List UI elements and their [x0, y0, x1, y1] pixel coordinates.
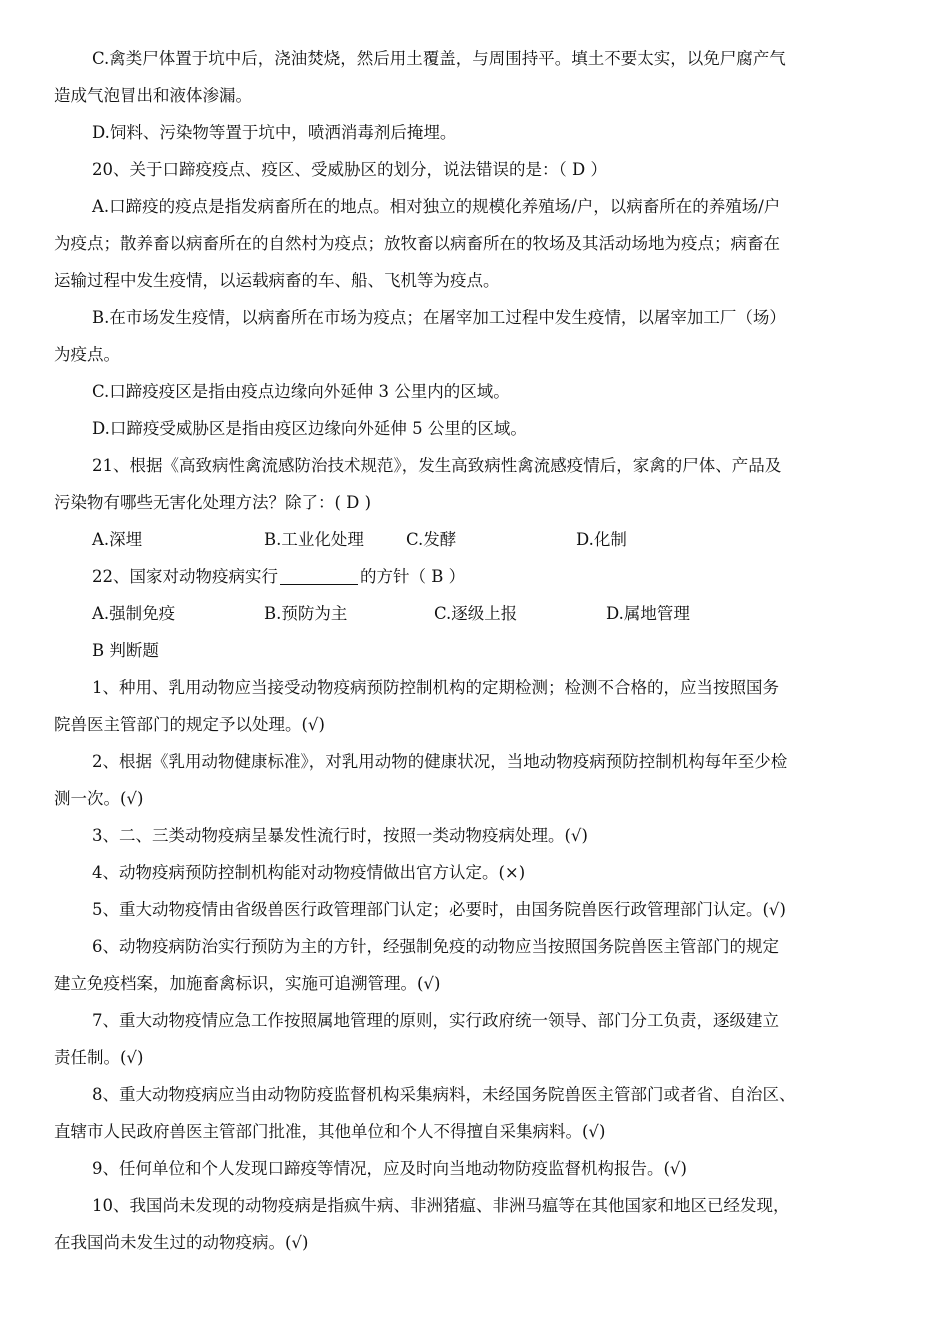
q19-option-d: D.饲料、污染物等置于坑中，喷洒消毒剂后掩埋。 — [92, 123, 457, 142]
q20-option-c: C.口蹄疫疫区是指由疫点边缘向外延伸 3 公里内的区域。 — [92, 382, 510, 401]
q20-option-a-line1: A.口蹄疫的疫点是指发病畜所在的地点。相对独立的规模化养殖场/户，以病畜所在的养殖场/户 — [92, 197, 781, 216]
tf-item-6-line2: 建立免疫档案，加施畜禽标识，实施可追溯管理。(√) — [54, 974, 441, 993]
q21-option-a: A.深埋 — [92, 530, 143, 549]
section-heading-true-false: B 判断题 — [92, 641, 159, 660]
tf-item-6-line1: 6、动物疫病防治实行预防为主的方针，经强制免疫的动物应当按照国务院兽医主管部门的规定 — [92, 937, 779, 956]
tf-item-1-line1: 1、种用、乳用动物应当接受动物疫病预防控制机构的定期检测；检测不合格的，应当按照国务 — [92, 678, 779, 697]
q22-option-a: A.强制免疫 — [92, 604, 176, 623]
q20-option-d: D.口蹄疫受威胁区是指由疫区边缘向外延伸 5 公里的区域。 — [92, 419, 527, 438]
q19-option-c-line2: 造成气泡冒出和液体渗漏。 — [54, 86, 252, 105]
q21-option-d: D.化制 — [576, 530, 627, 549]
tf-item-3: 3、二、三类动物疫病呈暴发性流行时，按照一类动物疫病处理。(√) — [92, 826, 588, 845]
question-21-line2: 污染物有哪些无害化处理方法？除了：( D ) — [54, 493, 372, 512]
tf-item-2-line2: 测一次。(√) — [54, 789, 144, 808]
tf-item-1-line2: 院兽医主管部门的规定予以处理。(√) — [54, 715, 325, 734]
document-body — [54, 40, 898, 1261]
tf-item-7-line1: 7、重大动物疫情应急工作按照属地管理的原则，实行政府统一领导、部门分工负责，逐级建立 — [92, 1011, 779, 1030]
q22-option-d: D.属地管理 — [606, 604, 690, 623]
q22-text-after: 的方针（ B ） — [360, 567, 466, 586]
q21-option-b: B.工业化处理 — [264, 530, 364, 549]
q21-option-c: C.发酵 — [406, 530, 457, 549]
tf-item-2-line1: 2、根据《乳用动物健康标准》，对乳用动物的健康状况，当地动物疫病预防控制机构每年至少检 — [92, 752, 788, 771]
question-20: 20、关于口蹄疫疫点、疫区、受威胁区的划分，说法错误的是：（ D ） — [92, 160, 607, 179]
question-21-line1: 21、根据《高致病性禽流感防治技术规范》，发生高致病性禽流感疫情后，家禽的尸体、产品及 — [92, 456, 782, 475]
q22-text-before: 22、国家对动物疫病实行 — [92, 567, 278, 586]
question-22 — [54, 558, 898, 595]
q22-options — [54, 595, 898, 632]
q20-option-b-line1: B.在市场发生疫情，以病畜所在市场为疫点；在屠宰加工过程中发生疫情，以屠宰加工厂（场） — [92, 308, 786, 327]
tf-item-8-line2: 直辖市人民政府兽医主管部门批准，其他单位和个人不得擅自采集病料。(√) — [54, 1122, 606, 1141]
tf-item-9: 9、任何单位和个人发现口蹄疫等情况，应及时向当地动物防疫监督机构报告。(√) — [92, 1159, 687, 1178]
tf-item-10-line2: 在我国尚未发生过的动物疫病。(√) — [54, 1233, 309, 1252]
tf-item-7-line2: 责任制。(√) — [54, 1048, 144, 1067]
tf-item-5: 5、重大动物疫情由省级兽医行政管理部门认定；必要时，由国务院兽医行政管理部门认定。(√) — [92, 900, 786, 919]
q20-option-a-line3: 运输过程中发生疫情，以运载病畜的车、船、飞机等为疫点。 — [54, 271, 500, 290]
q22-option-c: C.逐级上报 — [434, 604, 518, 623]
q21-options — [54, 521, 898, 558]
tf-item-10-line1: 10、我国尚未发现的动物疫病是指疯牛病、非洲猪瘟、非洲马瘟等在其他国家和地区已经发现， — [92, 1196, 790, 1215]
q20-option-a-line2: 为疫点；散养畜以病畜所在的自然村为疫点；放牧畜以病畜所在的牧场及其活动场地为疫点；病畜在 — [54, 234, 780, 253]
answer-blank — [280, 568, 358, 586]
q20-option-b-line2: 为疫点。 — [54, 345, 120, 364]
tf-item-4: 4、动物疫病预防控制机构能对动物疫情做出官方认定。(×) — [92, 863, 526, 882]
q22-option-b: B.预防为主 — [264, 604, 348, 623]
q19-option-c-line1: C.禽类尸体置于坑中后，浇油焚烧，然后用土覆盖，与周围持平。填土不要太实，以免尸腐产气 — [92, 49, 786, 68]
tf-item-8-line1: 8、重大动物疫病应当由动物防疫监督机构采集病料，未经国务院兽医主管部门或者省、自治区、 — [92, 1085, 796, 1104]
